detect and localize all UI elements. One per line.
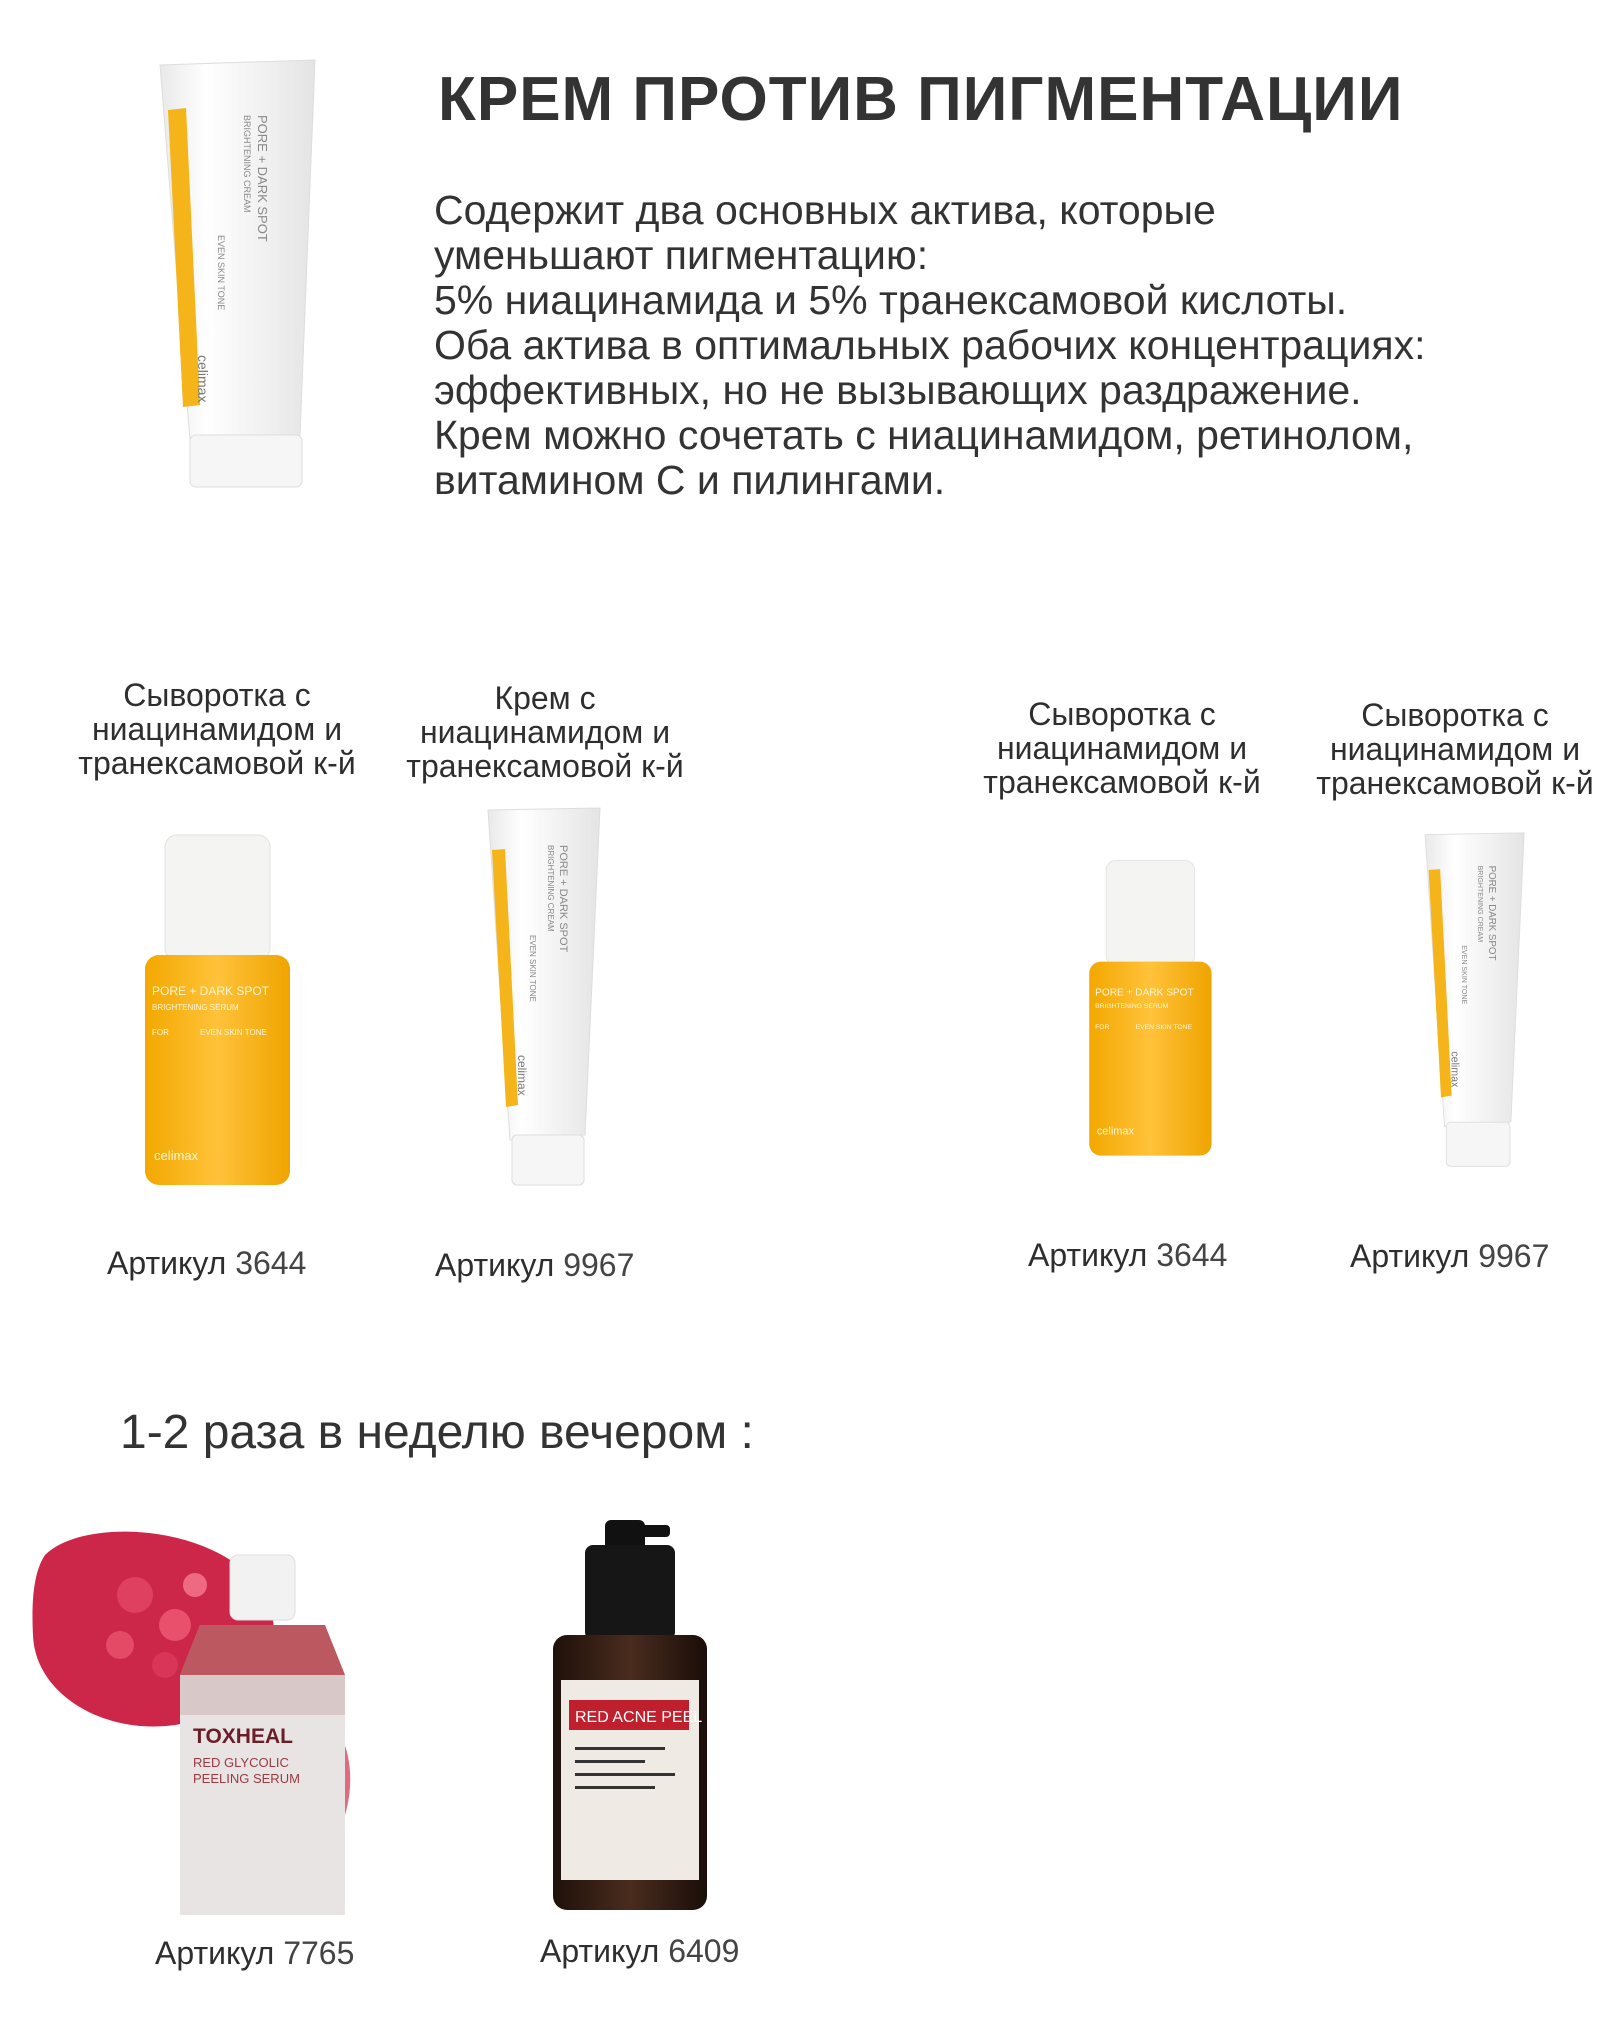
product-caption: Сыворотка с ниацинамидом и транексамовой к-й	[983, 696, 1261, 800]
svg-text:RED ACNE PEEL: RED ACNE PEEL	[575, 1709, 703, 1726]
description-line: Оба актива в оптимальных рабочих концентрациях:	[434, 322, 1426, 368]
svg-text:BRIGHTENING SERUM: BRIGHTENING SERUM	[1095, 1003, 1169, 1010]
description-line: 5% ниацинамида и 5% транексамовой кислоты.	[434, 277, 1348, 323]
page-title: КРЕМ ПРОТИВ ПИГМЕНТАЦИИ	[438, 65, 1404, 134]
article-number: Артикул 9967	[1350, 1238, 1550, 1274]
svg-text:FOR: FOR	[1095, 1024, 1110, 1032]
product-caption: Крем с ниацинамидом и транексамовой к-й	[406, 680, 684, 784]
description-line: витамином С и пилингами.	[434, 457, 946, 503]
svg-text:EVEN SKIN TONE: EVEN SKIN TONE	[200, 1028, 267, 1037]
svg-text:celimax: celimax	[195, 355, 211, 403]
article-number: Артикул 6409	[540, 1933, 740, 1969]
svg-text:EVEN SKIN TONE: EVEN SKIN TONE	[1460, 945, 1468, 1005]
svg-text:BRIGHTENING SERUM: BRIGHTENING SERUM	[152, 1003, 239, 1012]
svg-text:EVEN SKIN TONE: EVEN SKIN TONE	[528, 935, 537, 1002]
hero-cream-tube-image	[150, 55, 330, 495]
svg-text:TOXHEAL: TOXHEAL	[193, 1725, 293, 1748]
article-number: Артикул 7765	[155, 1935, 355, 1971]
description	[434, 188, 1584, 503]
article-number: Артикул 9967	[435, 1247, 635, 1283]
description-line: Крем можно сочетать с ниацинамидом, ретинолом,	[434, 412, 1414, 458]
red-acne-peel-serum-image	[545, 1515, 715, 1915]
serum-bottle-image	[1085, 838, 1220, 1178]
svg-text:PORE + DARK SPOT: PORE + DARK SPOT	[1485, 865, 1497, 961]
svg-text:BRIGHTENING CREAM: BRIGHTENING CREAM	[1476, 865, 1484, 943]
description-line: уменьшают пигментацию:	[434, 232, 929, 278]
svg-text:FOR: FOR	[152, 1028, 169, 1037]
article-number: Артикул 3644	[1028, 1237, 1228, 1273]
svg-text:PORE + DARK SPOT: PORE + DARK SPOT	[557, 845, 569, 953]
svg-text:EVEN SKIN TONE: EVEN SKIN TONE	[216, 235, 226, 311]
svg-text:PORE + DARK SPOT: PORE + DARK SPOT	[1095, 987, 1194, 999]
toxheal-peeling-serum-image	[25, 1515, 370, 1925]
svg-text:PEELING SERUM: PEELING SERUM	[193, 1771, 300, 1786]
product-caption: Сыворотка с ниацинамидом и транексамовой к-й	[1316, 697, 1594, 801]
serum-bottle-image	[140, 830, 300, 1190]
svg-text:PORE + DARK SPOT: PORE + DARK SPOT	[152, 984, 270, 998]
description-line: эффективных, но не вызывающих раздражение.	[434, 367, 1362, 413]
description-line: Содержит два основных актива, которые	[434, 187, 1216, 233]
weekly-usage-heading: 1-2 раза в неделю вечером :	[120, 1406, 754, 1459]
svg-text:celimax: celimax	[1096, 1125, 1134, 1138]
svg-text:BRIGHTENING CREAM: BRIGHTENING CREAM	[242, 115, 252, 213]
svg-text:RED GLYCOLIC: RED GLYCOLIC	[193, 1755, 289, 1770]
article-number: Артикул 3644	[107, 1245, 307, 1281]
svg-text:PORE + DARK SPOT: PORE + DARK SPOT	[255, 115, 270, 242]
svg-text:celimax: celimax	[515, 1055, 529, 1096]
cream-tube-image	[1418, 818, 1533, 1183]
svg-text:BRIGHTENING CREAM: BRIGHTENING CREAM	[546, 845, 555, 932]
svg-text:celimax: celimax	[1448, 1051, 1461, 1088]
product-caption: Сыворотка с ниацинамидом и транексамовой к-й	[78, 677, 356, 781]
cream-tube-image	[480, 805, 610, 1190]
svg-text:EVEN SKIN TONE: EVEN SKIN TONE	[1135, 1024, 1193, 1032]
svg-text:celimax: celimax	[154, 1148, 199, 1163]
